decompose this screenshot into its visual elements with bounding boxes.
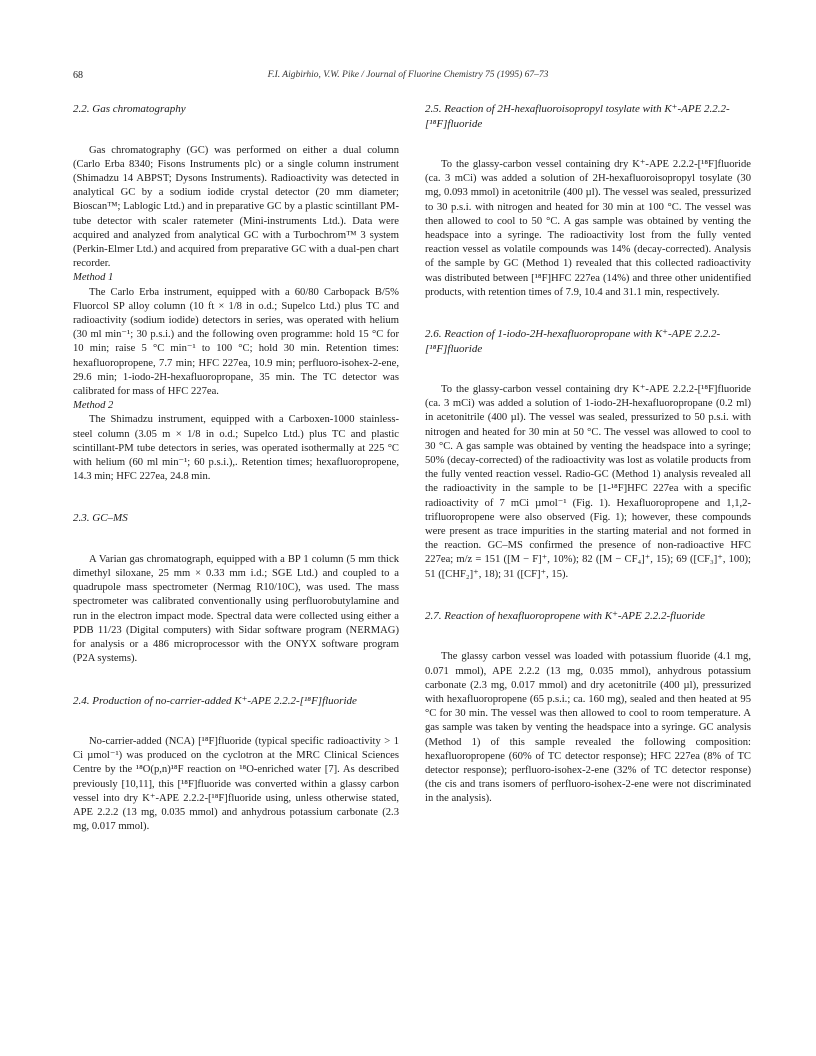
section-2-3-paragraph: A Varian gas chromatograph, equipped with a BP 1 column (5 mm thick dimethyl siloxane, 25 mm × 0.33 mm i.d.; SGE Ltd.) and coupled to a quadrupole mass spectrometer (Nermag R10/10C), was used. The mass spectrometer was calibrated conventionally using perfluorobutylamine and run in the electron impact mode. Spectral data were collected using either a PDB 11/23 (Digital computers) with Sidar software program (NERMAG) for analysis or a 486 microprocessor with the ONYX software program (P2A systems). <box>73 553 399 665</box>
method-2-paragraph: The Shimadzu instrument, equipped with a Carboxen-1000 stainless-steel column (3.05 m × 1/8 in o.d.; Supelco Ltd.) plus TC and plastic scintillant-PM tube detectors in series, was operated isothermally at 225 °C with helium (60 ml min⁻¹; 60 p.s.i.),. Retention times; hexafluoropropene, 14.3 min; HFC 227ea, 24.8 min. <box>73 414 399 483</box>
section-2-4-heading: 2.4. Production of no-carrier-added K⁺-APE 2.2.2-[¹⁸F]fluoride <box>73 694 357 707</box>
section-2-2-heading: 2.2. Gas chromatography <box>73 103 186 115</box>
section-2-5-paragraph: To the glassy-carbon vessel containing dry K⁺-APE 2.2.2-[¹⁸F]fluoride (ca. 3 mCi) was added a solution of 2H-hexafluoroisopropyl tosylate (30 mg, 0.093 mmol) in acetonitrile (400 µl). The vessel was sealed, pressurized to 30 p.s.i. with nitrogen and heated for 30 min at 100 °C. The vessel was then allowed to cool to 50 °C. A gas sample was obtained by venting the headspace into a syringe. The radioactivity lost from the fully vented reaction vessel as volatile compounds was 14% (decay-corrected). Analysis of the sample by GC (Method 1) revealed that this collected radioactivity was distributed between [¹⁸F]HFC 227ea (14%) and three other unidentified products, with retention times of 7.9, 10.4 and 31.1 min, respectively. <box>425 159 751 298</box>
section-2-2-paragraph: Gas chromatography (GC) was performed on either a dual column (Carlo Erba 8340; Fisons Instruments plc) or a single column instrument (Shimadzu 14 ABPST; Dysons Instruments). Radioactivity was detected in analytical GC by a sodium iodide crystal detector (20 mm diameter; Bioscan™; Lablogic Ltd.) and in preparative GC by a plastic scintillant PM-tube detector with scaler ratemeter (Mini-instruments Ltd.). Data were acquired and analyzed from analytical GC with a Turbochrom™ 3 system (Perkin-Elmer Ltd.) and acquired from preparative GC with a dual-pen chart recorder. <box>73 144 399 270</box>
running-header: F.I. Aigbirhio, V.W. Pike / Journal of Fluorine Chemistry 75 (1995) 67–73 <box>267 70 549 80</box>
section-2-4-paragraph: No-carrier-added (NCA) [¹⁸F]fluoride (typical specific radioactivity > 1 Ci µmol⁻¹) was produced on the cyclotron at the MRC Clinical Sciences Centre by the ¹⁸O(p,n)¹⁸F reaction on ¹⁸O-enriched water [7]. As described previously [10,11], this [¹⁸F]fluoride was converted within a glassy carbon vessel into dry K⁺-APE 2.2.2-[¹⁸F]fluoride using, unless otherwise stated, APE 2.2.2 (13 mg, 0.035 mmol) and anhydrous potassium carbonate (2.3 mg, 0.017 mmol). <box>73 736 399 833</box>
section-2-3-heading: 2.3. GC–MS <box>73 512 128 525</box>
method-2-label: Method 2 <box>73 400 114 412</box>
page-number: 68 <box>73 70 83 81</box>
method-1-label: Method 1 <box>73 272 114 284</box>
right-column <box>425 102 751 807</box>
left-column <box>73 102 399 834</box>
section-2-5-heading: 2.5. Reaction of 2H-hexafluoroisopropyl tosylate with K⁺-APE 2.2.2-[¹⁸F]fluoride <box>425 103 730 130</box>
section-2-7-paragraph: The glassy carbon vessel was loaded with potassium fluoride (4.1 mg, 0.071 mmol), APE 2.2.2 (13 mg, 0.035 mmol), anhydrous potassium carbonate (2.3 mg, 0.017 mmol) and dry acetonitrile (400 µl), pressurized with hexafluoropropene (65 p.s.i.; ca. 160 mg), sealed and then heated at 95 °C for 30 min. The vessel was then allowed to cool to room temperature. A gas sample was taken by venting the headspace into a syringe. GC analysis (Method 1) of this sample revealed the following composition: hexafluoropropene (60% of TC detector response); HFC 227ea (8% of TC detector response); perfluoro-isohex-2-ene (32% of TC detector response) (the cis and trans isomers of perfluoro-isohex-2-ene were not discriminated in the analysis). <box>425 651 751 805</box>
section-2-7-heading: 2.7. Reaction of hexafluoropropene with K⁺-APE 2.2.2-fluoride <box>425 609 705 622</box>
section-2-6-heading: 2.6. Reaction of 1-iodo-2H-hexafluoropropane with K⁺-APE 2.2.2-[¹⁸F]fluoride <box>425 328 721 355</box>
section-2-6-paragraph: To the glassy-carbon vessel containing dry K⁺-APE 2.2.2-[¹⁸F]fluoride (ca. 3 mCi) was added a solution of 1-iodo-2H-hexafluoropropane (0.2 ml) in acetonitrile (400 µl). The vessel was sealed, pressurized to 50 p.s.i. with nitrogen and heated for 30 min at 50 °C. The vessel was allowed to cool to 30 °C. A gas sample was obtained by venting the headspace into a syringe; 50% (decay-corrected) of the radioactivity was lost as volatile products from the fully vented reaction vessel. Radio-GC (Method 1) analysis revealed all the radioactivity in the sample to be [1-¹⁸F]HFC 227ea with a specific radioactivity of 7 mCi µmol⁻¹ (Fig. 1). Hexafluoropropene and 1,1,2-trifluoropropene were also observed (Fig. 1); however, these compounds were present as trace impurities in the starting material and not formed in the reaction. GC–MS confirmed the presence of non-radioactive HFC 227ea; m/z = 151 ([M − F]⁺, 10%); 82 ([M − CF₄]⁺, 15); 69 ([CF₃]⁺, 100); 51 ([CHF₂]⁺, 18); 31 ([CF]⁺, 15). <box>425 384 751 580</box>
method-1-paragraph: The Carlo Erba instrument, equipped with a 60/80 Carbopack B/5% Fluorcol SP alloy column (10 ft × 1/8 in o.d.; Supelco Ltd.) plus TC and radioactivity (sodium iodide) detectors in series, was operated with helium (30 ml min⁻¹; 30 p.s.i.) and the following oven programme: hold 15 °C for 10 min; raise 5 °C min⁻¹ to 100 °C; hold 30 min. Retention times: hexafluoropropene, 7.7 min; HFC 227ea, 10.9 min; perfluoro-isohex-2-ene, 29.6 min; 1-iodo-2H-hexafluoropropane, 35 min. The TC detector was calibrated for mass of HFC 227ea. <box>73 286 399 397</box>
